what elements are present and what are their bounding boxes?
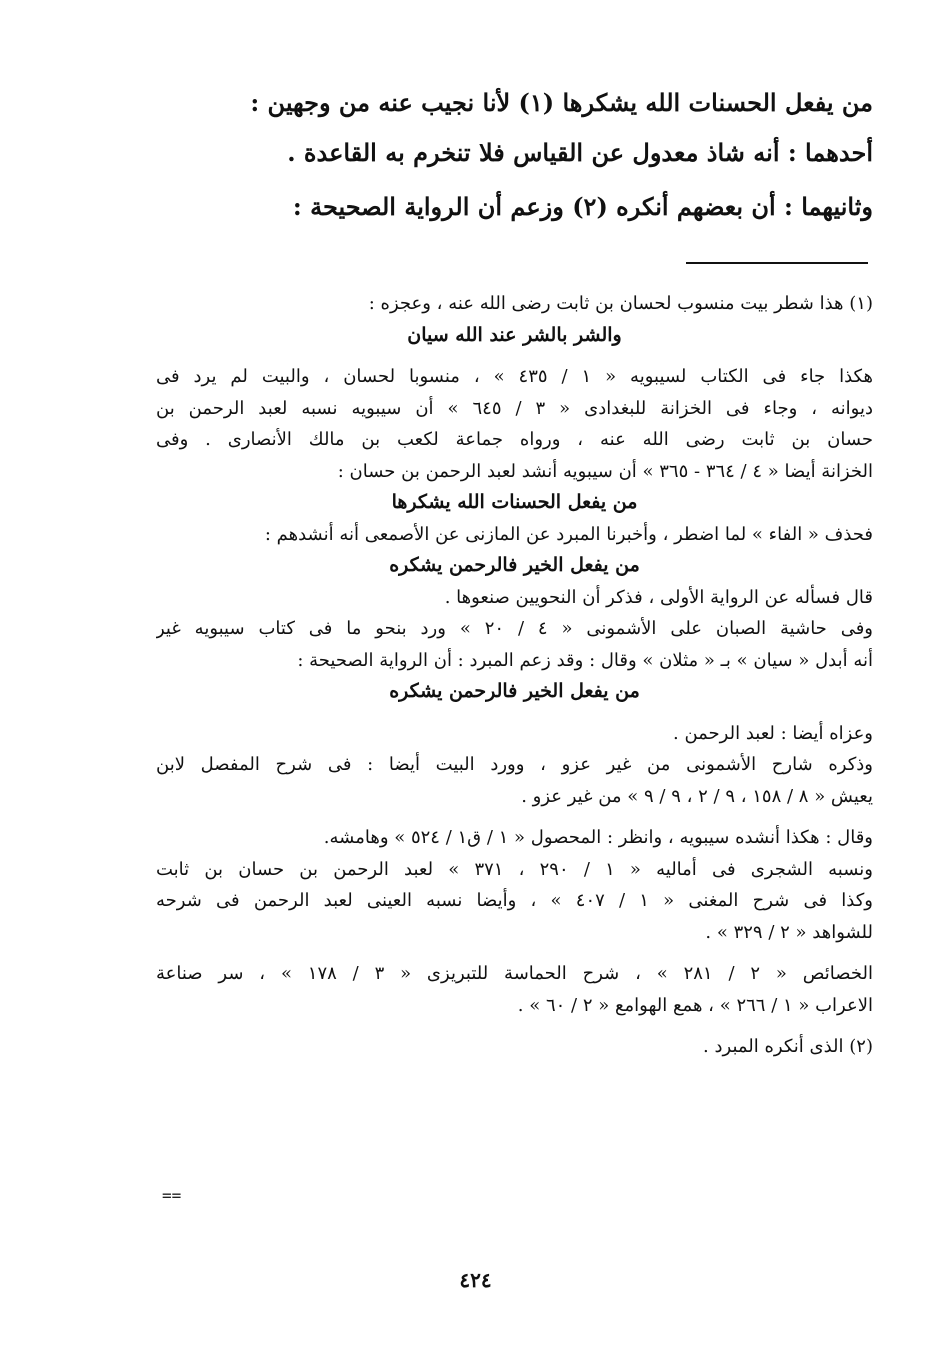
footnote-line: حسان بن ثابت رضى الله عنه ، ورواه جماعة لكعب بن مالك الأنصارى . وفى [156, 429, 873, 450]
footnote-line: وعزاه أيضا : لعبد الرحمن . [673, 722, 873, 744]
footnote-line: قال فسأله عن الرواية الأولى ، فذكر أن النحويين صنعوها . [444, 586, 873, 608]
footnote-line: فحذف « الفاء » لما اضطر ، وأخبرنا المبرد عن المازنى عن الأصمعى أنه أنشدهم : [264, 523, 873, 545]
footnote-line: هكذا جاء فى الكتاب لسيبويه « ١ / ٤٣٥ » ، منسوبا لحسان ، والبيت لم يرد فى [156, 366, 873, 387]
verse-line: من يفعل الخير فالرحمن يشكره [389, 554, 640, 576]
footnote-line: (١) هذا شطر بيت منسوب لحسان بن ثابت رضى الله عنه ، وعجزه : [368, 293, 873, 314]
footnote-line: الخصائص « ٢ / ٢٨١ » ، شرح الحماسة للتبريزى « ٣ / ١٧٨ » ، سر صناعة [156, 963, 873, 984]
footnotes [156, 288, 873, 1063]
main-text [93, 80, 873, 230]
verse-line: من يفعل الحسنات الله يشكرها [391, 491, 638, 513]
footnote-line: وذكره شارح الأشمونى من غير عزو ، وورد البيت أيضا : فى شرح المفصل لابن [156, 754, 873, 775]
continuation-mark: == [162, 1186, 182, 1205]
verse-line: والشر بالشر عند الله سيان [407, 323, 622, 346]
footnote-line: ديوانه ، وجاء فى الخزانة للبغدادى « ٣ / ٦٤٥ » أن سيبويه نسبه لعبد الرحمن بن [156, 397, 873, 419]
footnote-line: أنه أبدل « سيان » بـ « مثلان » وقال : وقد زعم المبرد : أن الرواية الصحيحة : [297, 649, 873, 671]
footnote-line: وقال : هكذا أنشده سيبويه ، وانظر : المحصول « ١ / ق١ / ٥٢٤ » وهامشه. [323, 827, 873, 848]
main-line: وثانيهما : أن بعضهم أنكره (٢) وزعم أن الرواية الصحيحة : [292, 192, 873, 221]
footnote-line: الاعراب « ١ / ٢٦٦ » ، همع الهوامع « ٢ / ٦٠ » . [517, 994, 873, 1016]
verse-line: من يفعل الخير فالرحمن يشكره [389, 680, 640, 702]
main-line: أحدهما : أنه شاذ معدول عن القياس فلا تنخرم به القاعدة . [287, 138, 873, 167]
footnote-line: (٢) الذى أنكره المبرد . [703, 1036, 873, 1057]
footnote-line: وكذا فى شرح المغنى « ١ / ٤٠٧ » ، وأيضا نسبه العينى لعبد الرحمن فى شرحه [156, 890, 873, 911]
footnote-line: وفى حاشية الصبان على الأشمونى « ٤ / ٢٠ » ورد بنحو ما فى كتاب سيبويه غير [156, 618, 873, 639]
footnote-line: يعيش « ٨ / ١٥٨ ، ٩ / ٢ ، ٩ / ٩ » من غير عزو . [521, 785, 873, 807]
footnote-separator [686, 262, 868, 264]
page-number: ٤٢٤ [459, 1268, 492, 1292]
footnote-line: للشواهد « ٢ / ٣٢٩ » . [705, 921, 873, 943]
main-line: من يفعل الحسنات الله يشكرها (١) لأنا نجيب عنه من وجهين : [250, 88, 873, 117]
footnote-line: الخزانة أيضا « ٤ / ٣٦٤ - ٣٦٥ » أن سيبويه أنشد لعبد الرحمن بن حسان : [337, 460, 873, 482]
footnote-line: ونسبه الشجرى فى أماليه « ١ / ٢٩٠ ، ٣٧١ » لعبد الرحمن بن حسان بن ثابت [156, 858, 873, 880]
